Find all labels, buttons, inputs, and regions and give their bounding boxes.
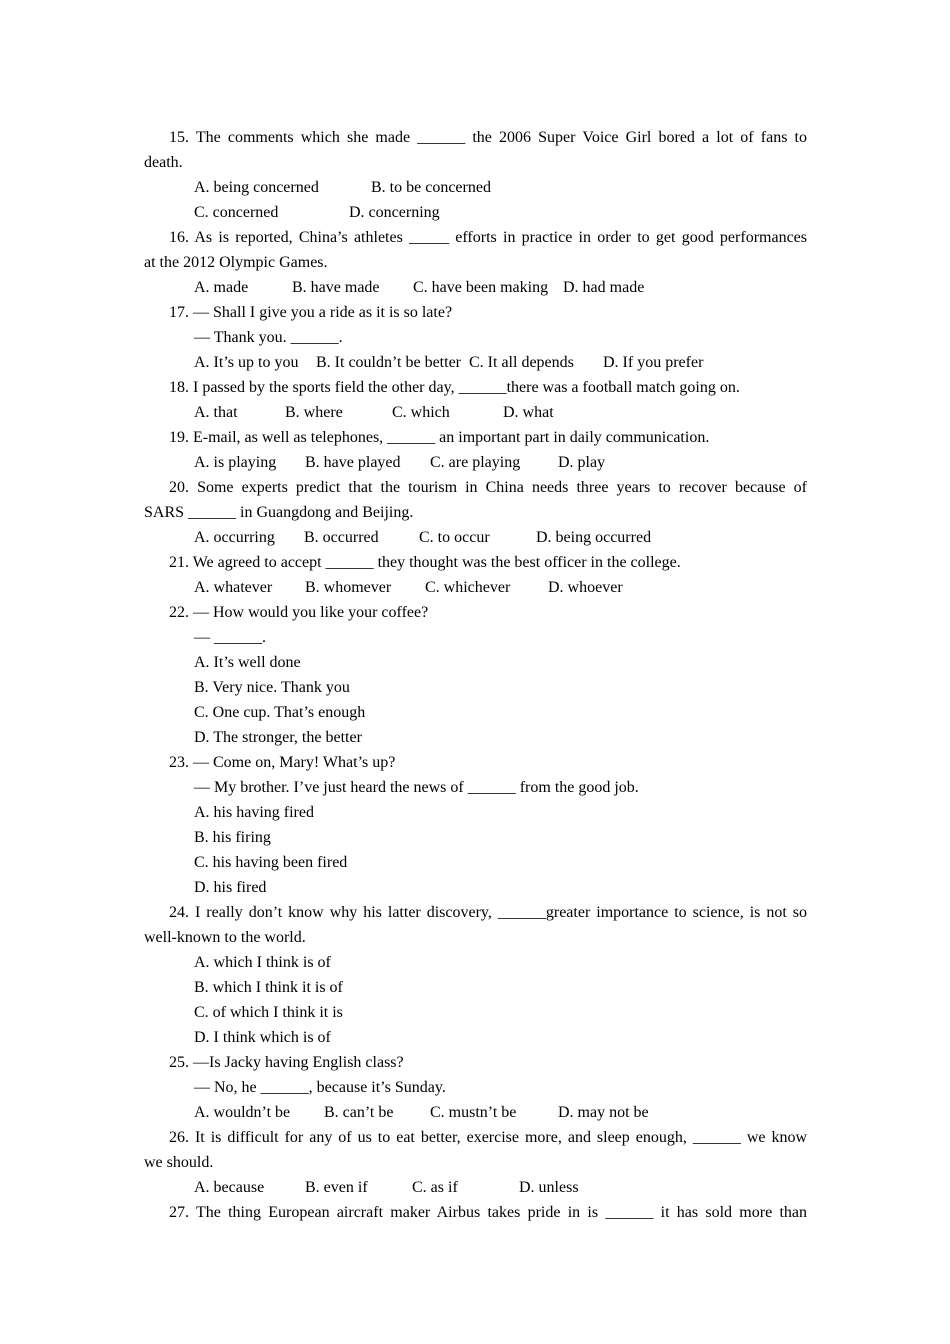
question-16 (144, 225, 807, 300)
option-c: C. to occur (419, 529, 490, 546)
question-17 (144, 300, 807, 375)
dialog-line: — My brother. I’ve just heard the news of ______ from the good job. (194, 779, 639, 796)
question-stem: 15. The comments which she made ______ the 2006 Super Voice Girl bored a lot of fans to (169, 129, 807, 146)
question-20 (144, 475, 807, 550)
question-stem: 21. We agreed to accept ______ they thought was the best officer in the college. (169, 554, 681, 571)
option-c: C. mustn’t be (430, 1104, 517, 1121)
option-c: C. have been making (413, 279, 549, 296)
question-15 (144, 125, 807, 225)
question-24 (144, 900, 807, 1050)
option-c: C. as if (412, 1179, 458, 1196)
question-26 (144, 1125, 807, 1200)
option-d: D. If you prefer (603, 354, 704, 371)
option-d: D. being occurred (536, 529, 652, 546)
question-18 (144, 375, 807, 425)
option-a: A. his having fired (194, 804, 314, 821)
options-row (144, 525, 807, 550)
option-a: A. wouldn’t be (194, 1104, 291, 1121)
option-a: A. which I think is of (194, 954, 331, 971)
option-c: C. One cup. That’s enough (194, 704, 366, 721)
question-stem-continued: SARS ______ in Guangdong and Beijing. (144, 504, 414, 521)
question-stem: 24. I really don’t know why his latter discovery, ______greater importance to science, is not so (169, 904, 807, 921)
option-a: A. occurring (194, 529, 275, 546)
option-a: A. made (194, 279, 249, 296)
option-b: B. his firing (194, 829, 271, 846)
option-d: D. I think which is of (194, 1029, 331, 1046)
option-b: B. have made (292, 279, 380, 296)
option-a: A. because (194, 1179, 265, 1196)
option-b: B. where (285, 404, 343, 421)
options-row (144, 175, 807, 200)
question-stem: 26. It is difficult for any of us to eat better, exercise more, and sleep enough, ______ we know (169, 1129, 807, 1146)
options-row (144, 575, 807, 600)
option-b: B. which I think it is of (194, 979, 343, 996)
option-d: D. whoever (548, 579, 623, 596)
options-row (144, 275, 807, 300)
option-b: B. It couldn’t be better (316, 354, 461, 371)
option-c: C. whichever (425, 579, 511, 596)
option-c: C. which (392, 404, 450, 421)
option-b: B. whomever (305, 579, 392, 596)
option-d: D. may not be (558, 1104, 649, 1121)
question-23 (144, 750, 807, 900)
options-row (144, 450, 807, 475)
options-row (144, 400, 807, 425)
question-stem-continued: well-known to the world. (144, 929, 306, 946)
question-22 (144, 600, 807, 750)
options-row (144, 1100, 807, 1125)
question-19 (144, 425, 807, 475)
option-a: A. It’s up to you (194, 354, 299, 371)
option-b: B. to be concerned (371, 179, 491, 196)
question-stem: 20. Some experts predict that the tourism in China needs three years to recover because of (169, 479, 807, 496)
question-list (144, 125, 807, 1225)
question-stem-continued: we should. (144, 1154, 214, 1171)
dialog-line: — ______. (194, 629, 266, 646)
option-a: A. is playing (194, 454, 277, 471)
option-c: C. of which I think it is (194, 1004, 343, 1021)
option-d: D. unless (519, 1179, 579, 1196)
dialog-line: — Thank you. ______. (194, 329, 343, 346)
question-27 (144, 1200, 807, 1225)
option-c: C. concerned (194, 204, 279, 221)
option-c: C. It all depends (469, 354, 574, 371)
option-d: D. had made (563, 279, 645, 296)
option-b: B. even if (305, 1179, 368, 1196)
question-stem: 19. E-mail, as well as telephones, ______ an important part in daily communication. (169, 429, 710, 446)
option-c: C. are playing (430, 454, 521, 471)
option-b: B. Very nice. Thank you (194, 679, 350, 696)
question-stem: 16. As is reported, China’s athletes _____ efforts in practice in order to get good performances (169, 229, 807, 246)
option-d: D. play (558, 454, 606, 471)
question-stem: 22. — How would you like your coffee? (169, 604, 429, 621)
options-row (144, 350, 807, 375)
option-d: D. The stronger, the better (194, 729, 362, 746)
option-d: D. his fired (194, 879, 267, 896)
options-row (144, 1175, 807, 1200)
dialog-line: — No, he ______, because it’s Sunday. (194, 1079, 446, 1096)
question-stem: 17. — Shall I give you a ride as it is so late? (169, 304, 453, 321)
option-b: B. can’t be (324, 1104, 394, 1121)
question-stem: 25. —Is Jacky having English class? (169, 1054, 404, 1071)
option-d: D. concerning (349, 204, 440, 221)
option-d: D. what (503, 404, 554, 421)
option-a: A. that (194, 404, 238, 421)
question-stem-continued: at the 2012 Olympic Games. (144, 254, 328, 271)
question-stem: 27. The thing European aircraft maker Airbus takes pride in is ______ it has sold more than (169, 1204, 807, 1221)
option-b: B. occurred (304, 529, 379, 546)
question-stem: 18. I passed by the sports field the other day, ______there was a football match going on. (169, 379, 740, 396)
question-stem-continued: death. (144, 154, 183, 171)
option-b: B. have played (305, 454, 401, 471)
option-a: A. It’s well done (194, 654, 301, 671)
question-stem: 23. — Come on, Mary! What’s up? (169, 754, 396, 771)
question-21 (144, 550, 807, 600)
option-a: A. whatever (194, 579, 273, 596)
option-c: C. his having been fired (194, 854, 348, 871)
question-25 (144, 1050, 807, 1125)
option-a: A. being concerned (194, 179, 319, 196)
options-row (144, 200, 807, 225)
